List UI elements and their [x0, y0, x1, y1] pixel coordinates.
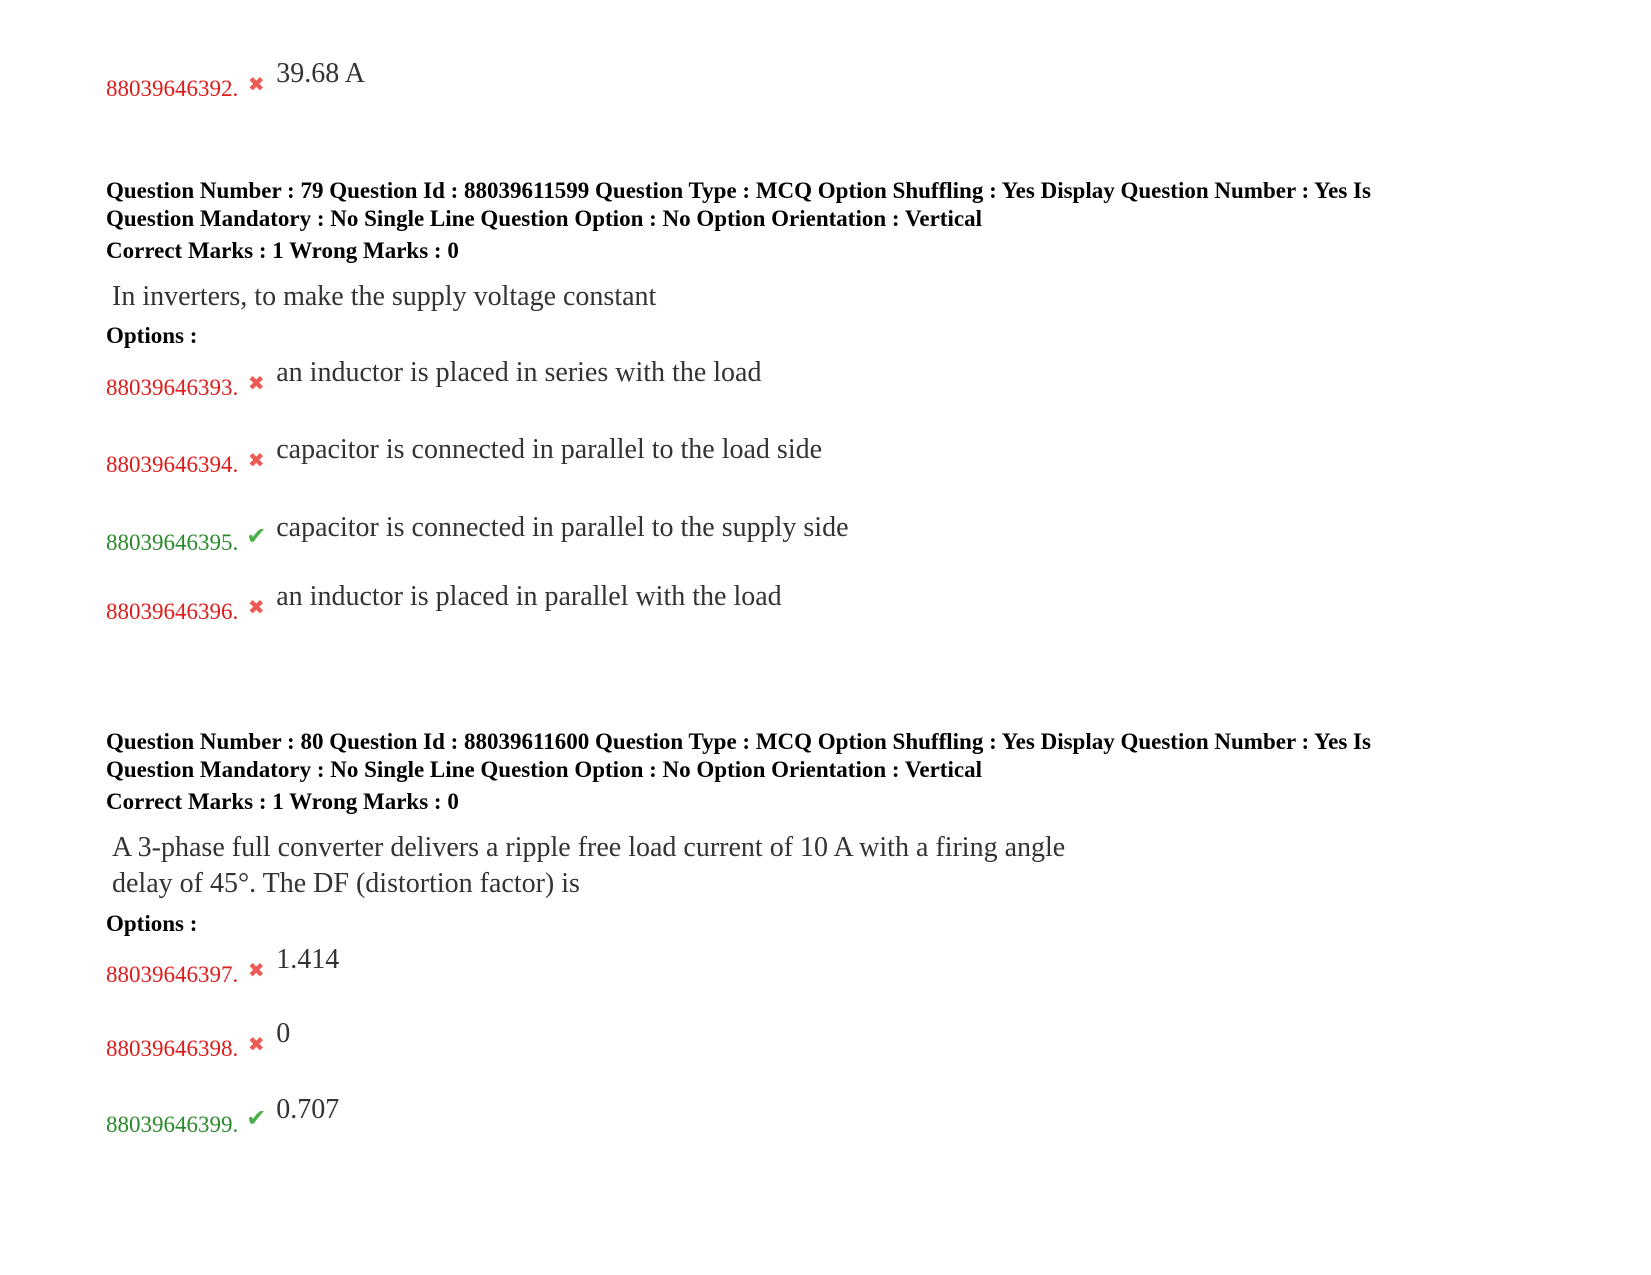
marks-line: Correct Marks : 1 Wrong Marks : 0	[106, 789, 459, 814]
option-row	[106, 581, 782, 624]
check-icon: ✔	[246, 1104, 267, 1132]
cross-icon: ✖	[247, 448, 265, 472]
question-meta-line: Question Number : 79 Question Id : 88039611599 Question Type : MCQ Option Shuffling : Yes Display Question Number : Yes Is	[106, 178, 1371, 203]
question-meta-line: Question Mandatory : No Single Line Question Option : No Option Orientation : Vertical	[106, 206, 982, 231]
option-id: 88039646394.	[106, 452, 239, 477]
option-id: 88039646393.	[106, 375, 239, 400]
options-label: Options :	[106, 323, 198, 348]
option-row	[106, 58, 365, 101]
option-text: 39.68 A	[276, 58, 365, 89]
question-meta	[106, 728, 1546, 784]
option-row	[106, 1018, 291, 1061]
question-meta-line: Question Number : 80 Question Id : 88039611600 Question Type : MCQ Option Shuffling : Yes Display Question Number : Yes Is	[106, 729, 1371, 754]
cross-icon: ✖	[247, 72, 265, 96]
cross-icon: ✖	[247, 371, 265, 395]
option-text: an inductor is placed in series with the load	[276, 357, 762, 388]
question-text-line: A 3-phase full converter delivers a ripple free load current of 10 A with a firing angle	[112, 832, 1066, 863]
question-text-line: delay of 45°. The DF (distortion factor) is	[112, 868, 580, 899]
option-row	[106, 434, 823, 477]
question-text	[112, 279, 656, 315]
question-text-line: In inverters, to make the supply voltage constant	[112, 281, 657, 312]
question-meta-line: Question Mandatory : No Single Line Question Option : No Option Orientation : Vertical	[106, 757, 982, 782]
cross-icon: ✖	[247, 595, 265, 619]
option-row	[106, 512, 849, 555]
option-row	[106, 357, 762, 400]
option-id: 88039646396.	[106, 599, 239, 624]
option-id: 88039646399.	[106, 1112, 239, 1137]
option-text: 0.707	[276, 1094, 340, 1125]
option-row	[106, 1094, 340, 1137]
option-text: 0	[276, 1018, 291, 1049]
option-text: capacitor is connected in parallel to the supply side	[276, 512, 849, 543]
option-text: capacitor is connected in parallel to the load side	[276, 434, 823, 465]
option-row	[106, 944, 340, 987]
option-id: 88039646395.	[106, 530, 239, 555]
cross-icon: ✖	[247, 1032, 265, 1056]
options-label: Options :	[106, 911, 198, 936]
cross-icon: ✖	[247, 958, 265, 982]
option-id: 88039646392.	[106, 76, 239, 101]
option-text: 1.414	[276, 944, 340, 975]
question-text	[112, 830, 1065, 902]
question-meta	[106, 177, 1546, 233]
option-id: 88039646397.	[106, 962, 239, 987]
option-text: an inductor is placed in parallel with the load	[276, 581, 782, 612]
marks-line: Correct Marks : 1 Wrong Marks : 0	[106, 238, 459, 263]
option-id: 88039646398.	[106, 1036, 239, 1061]
check-icon: ✔	[246, 522, 267, 550]
